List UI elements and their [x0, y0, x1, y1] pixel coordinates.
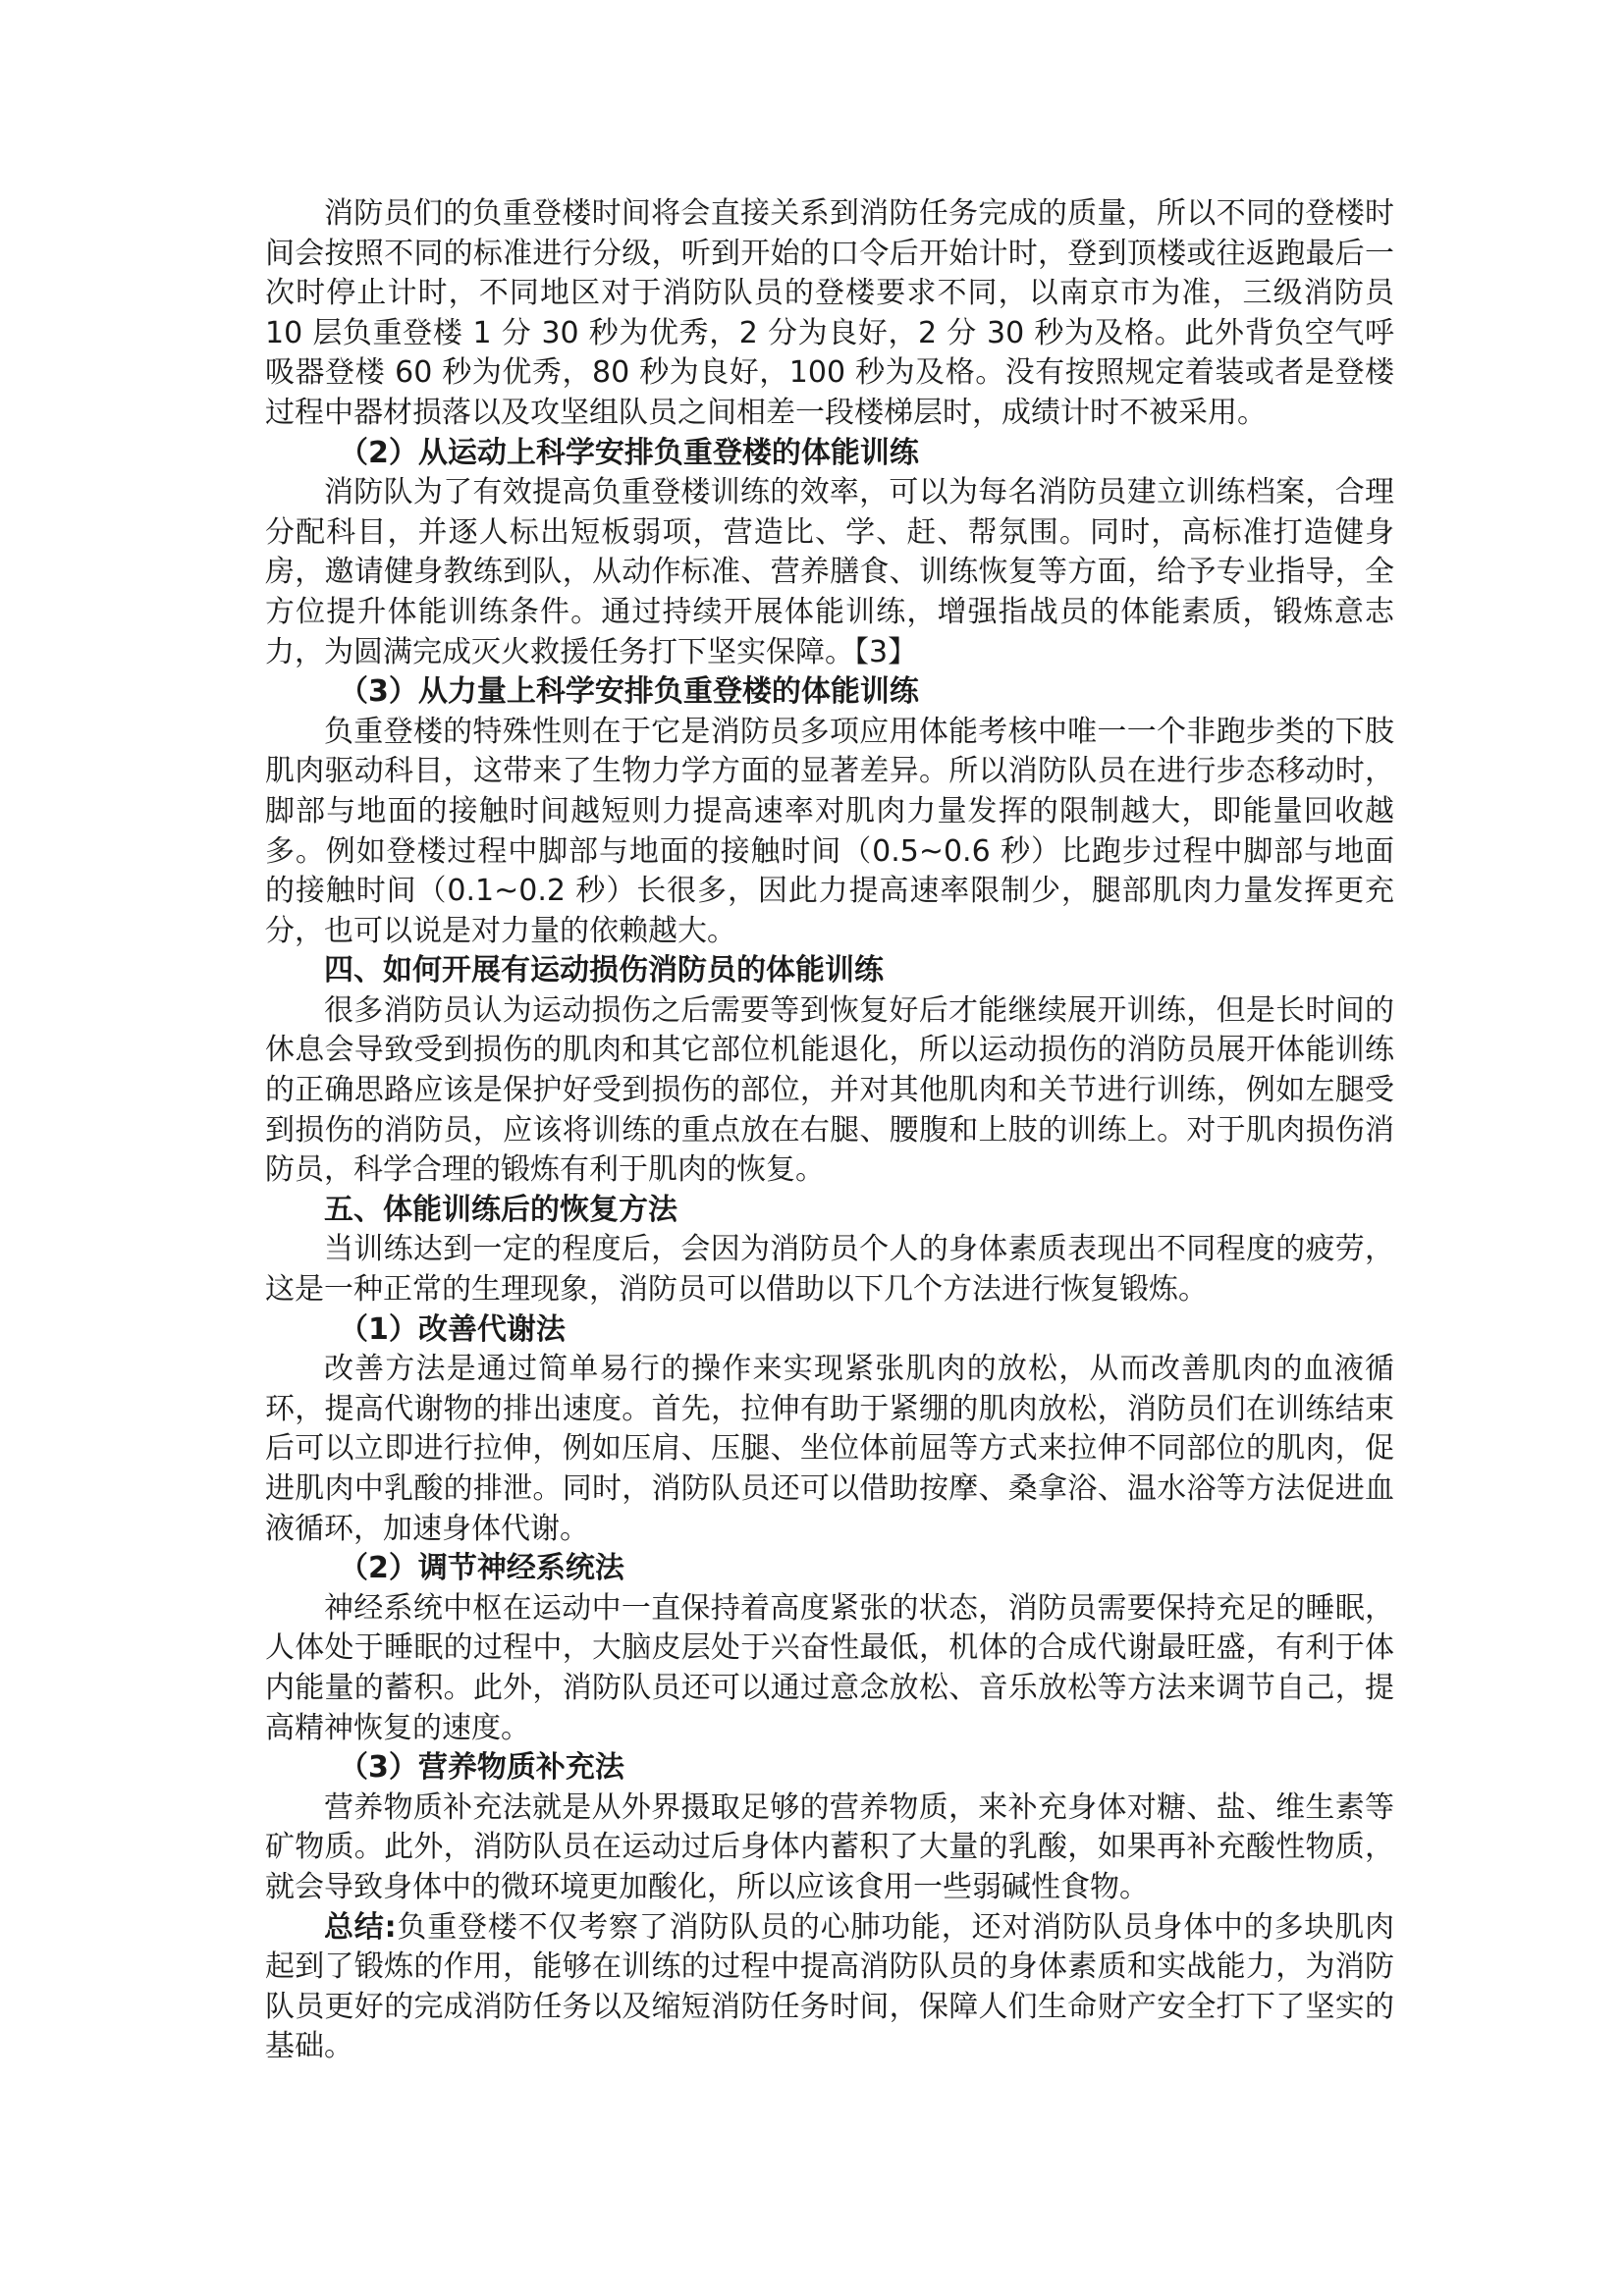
paragraph-metabolism-method: 改善方法是通过简单易行的操作来实现紧张肌肉的放松，从而改善肌肉的血液循环，提高代谢物的排出速度。首先，拉伸有助于紧绷的肌肉放松，消防员们在训练结束后可以立即进行拉伸，例如压肩、压腿、坐位体前屈等方式来拉伸不同部位的肌肉，促进肌肉中乳酸的排泄。同时，消防队员还可以借助按摩、桑拿浴、温水浴等方法促进血液循环，加速身体代谢。	[265, 1352, 1394, 1546]
heading-nutrition-method: （3）营养物质补充法	[339, 1750, 624, 1786]
paragraph-recovery-methods: 当训练达到一定的程度后，会因为消防员个人的身体素质表现出不同程度的疲劳，这是一种正常的生理现象，消防员可以借助以下几个方法进行恢复锻炼。	[265, 1232, 1394, 1308]
heading-sport-training: （2）从运动上科学安排负重登楼的体能训练	[339, 435, 919, 470]
summary-text: 负重登楼不仅考察了消防队员的心肺功能，还对消防队员身体中的多块肌肉起到了锻炼的作用，能够在训练的过程中提高消防队员的身体素质和实战能力，为消防队员更好的完成消防任务以及缩短消防任务时间，保障人们生命财产安全打下了坚实的基础。	[265, 1909, 1395, 2064]
summary-label: 总结:	[324, 1909, 397, 1945]
heading-strength-training: （3）从力量上科学安排负重登楼的体能训练	[339, 674, 919, 710]
heading-recovery-methods: 五、体能训练后的恢复方法	[324, 1192, 677, 1227]
paragraph-injury-training: 很多消防员认为运动损伤之后需要等到恢复好后才能继续展开训练，但是长时间的休息会导致受到损伤的肌肉和其它部位机能退化，所以运动损伤的消防员展开体能训练的正确思路应该是保护好受到损伤的部位，并对其他肌肉和关节进行训练，例如左腿受到损伤的消防员，应该将训练的重点放在右腿、腰腹和上肢的训练上。对于肌肉损伤消防员，科学合理的锻炼有利于肌肉的恢复。	[265, 992, 1394, 1188]
document-body	[265, 194, 1394, 2067]
paragraph-nutrition-method: 营养物质补充法就是从外界摄取足够的营养物质，来补充身体对糖、盐、维生素等矿物质。此外，消防队员在运动过后身体内蓄积了大量的乳酸，如果再补充酸性物质，就会导致身体中的微环境更加酸化，所以应该食用一些弱碱性食物。	[265, 1789, 1394, 1904]
paragraph-summary	[265, 1908, 1394, 2067]
heading-metabolism-method: （1）改善代谢法	[339, 1311, 566, 1347]
heading-nerve-method: （2）调节神经系统法	[339, 1551, 624, 1586]
heading-injury-training: 四、如何开展有运动损伤消防员的体能训练	[324, 953, 884, 988]
paragraph-strength-training: 负重登楼的特殊性则在于它是消防员多项应用体能考核中唯一一个非跑步类的下肢肌肉驱动科目，这带来了生物力学方面的显著差异。所以消防队员在进行步态移动时，脚部与地面的接触时间越短则力提高速率对肌肉力量发挥的限制越大，即能量回收越多。例如登楼过程中脚部与地面的接触时间（0.5~0.6 秒）比跑步过程中脚部与地面的接触时间（0.1~0.2 秒）长很多，因此力提高速率限制少，腿部肌肉力量发挥更充分，也可以说是对力量的依赖越大。	[265, 714, 1394, 948]
paragraph-sport-training: 消防队为了有效提高负重登楼训练的效率，可以为每名消防员建立训练档案，合理分配科目，并逐人标出短板弱项，营造比、学、赶、帮氛围。同时，高标准打造健身房，邀请健身教练到队，从动作标准、营养膳食、训练恢复等方面，给予专业指导，全方位提升体能训练条件。通过持续开展体能训练，增强指战员的体能素质，锻炼意志力，为圆满完成灭火救援任务打下坚实保障。【3】	[265, 475, 1394, 669]
paragraph-grading-standard: 消防员们的负重登楼时间将会直接关系到消防任务完成的质量，所以不同的登楼时间会按照不同的标准进行分级，听到开始的口令后开始计时，登到顶楼或往返跑最后一次时停止计时，不同地区对于消防队员的登楼要求不同，以南京市为准，三级消防员 10 层负重登楼 1 分 30 秒为优秀，2 分为良好，2 分 30 秒为及格。此外背负空气呼吸器登楼 60 秒为优秀，80 秒为良好，100 秒为及格。没有按照规定着装或者是登楼过程中器材损落以及攻坚组队员之间相差一段楼梯层时，成绩计时不被采用。	[265, 196, 1394, 430]
paragraph-nerve-method: 神经系统中枢在运动中一直保持着高度紧张的状态，消防员需要保持充足的睡眠，人体处于睡眠的过程中，大脑皮层处于兴奋性最低，机体的合成代谢最旺盛，有利于体内能量的蓄积。此外，消防队员还可以通过意念放松、音乐放松等方法来调节自己，提高精神恢复的速度。	[265, 1590, 1394, 1745]
